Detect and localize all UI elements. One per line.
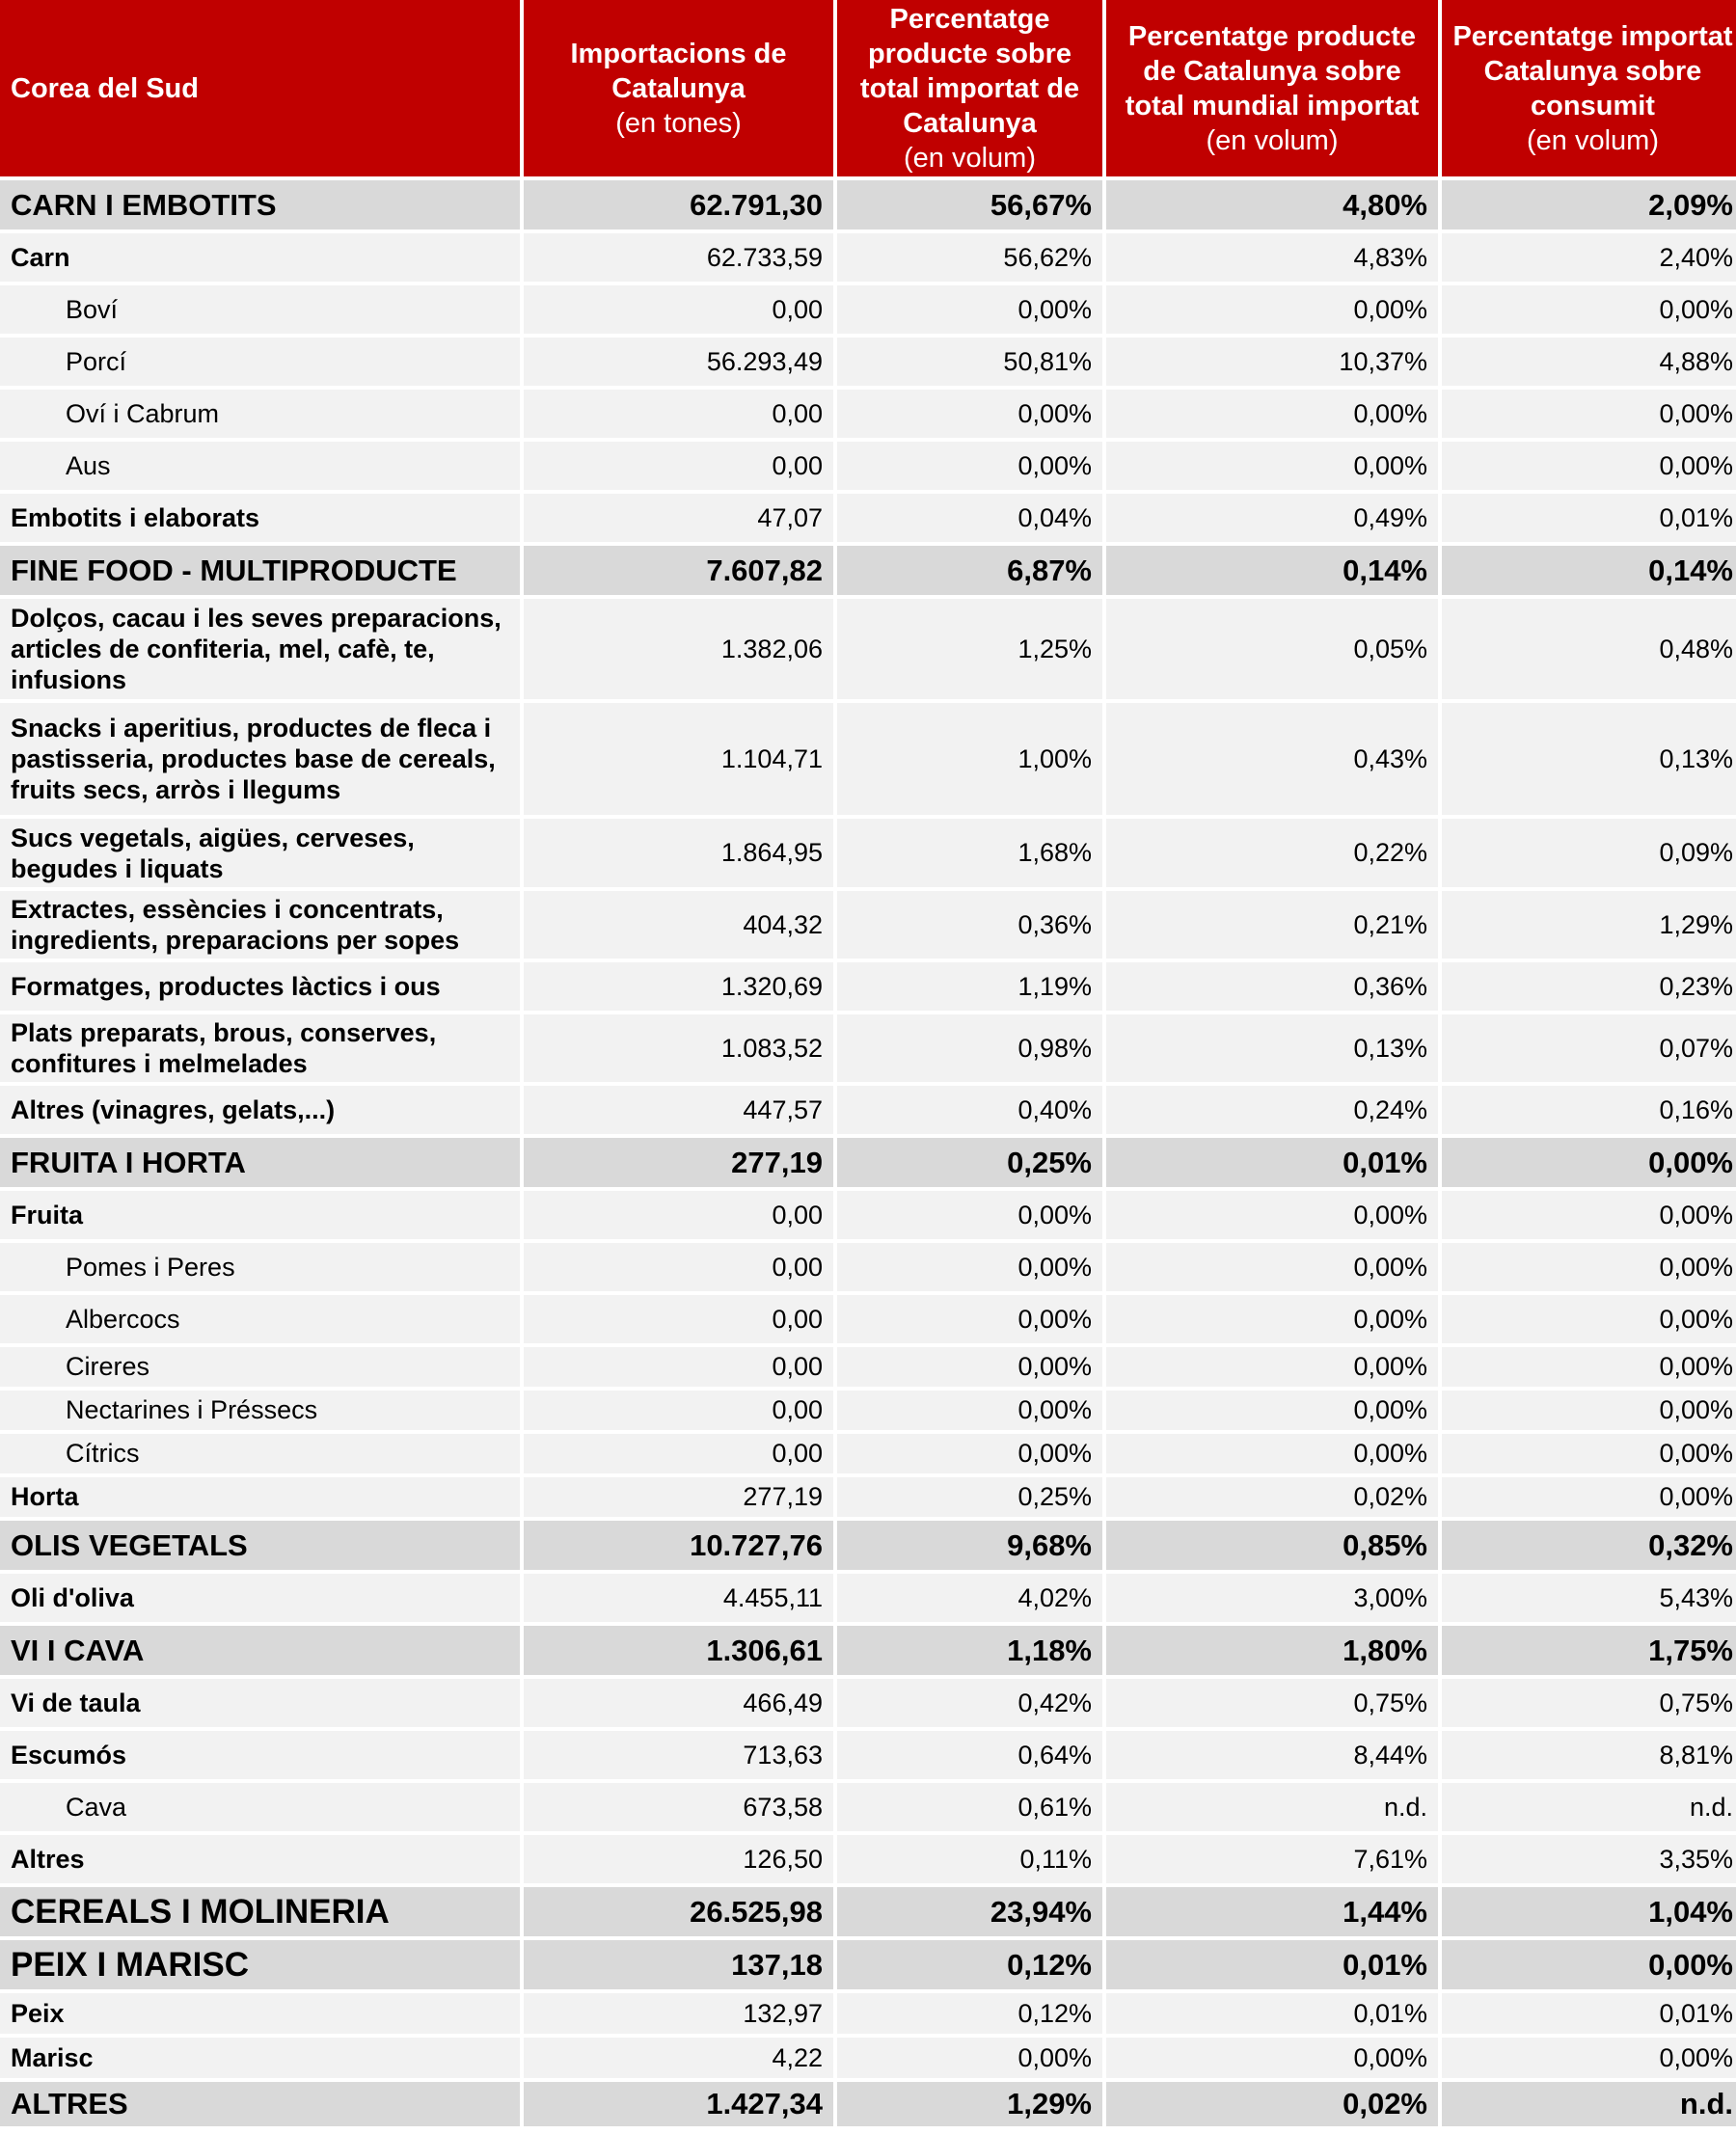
subcategory-row bbox=[0, 703, 1736, 815]
header-title: Percentatge importat Catalunya sobre consumit bbox=[1452, 20, 1733, 122]
share-of-consumption-cell: 0,00% bbox=[1442, 2038, 1736, 2078]
row-label: Sucs vegetals, aigües, cerveses, begudes i liquats bbox=[0, 819, 520, 887]
share-of-consumption-cell: 0,00% bbox=[1442, 1347, 1736, 1387]
share-of-total-cell: 0,00% bbox=[837, 1295, 1102, 1343]
share-of-total-cell: 0,11% bbox=[837, 1835, 1102, 1883]
header-share-of-world bbox=[1106, 0, 1438, 176]
share-of-world-cell: 0,00% bbox=[1106, 285, 1438, 334]
imports-tonnes-cell: 47,07 bbox=[524, 494, 833, 542]
share-of-total-cell: 6,87% bbox=[837, 546, 1102, 595]
share-of-consumption-cell: 1,04% bbox=[1442, 1887, 1736, 1936]
table-body bbox=[0, 180, 1736, 2126]
imports-tonnes-cell: 277,19 bbox=[524, 1477, 833, 1517]
share-of-world-cell: 4,83% bbox=[1106, 233, 1438, 282]
row-label: Oví i Cabrum bbox=[0, 390, 520, 438]
category-row bbox=[0, 1940, 1736, 1989]
subcategory-row bbox=[0, 819, 1736, 887]
share-of-world-cell: 0,00% bbox=[1106, 390, 1438, 438]
share-of-world-cell: 0,01% bbox=[1106, 1940, 1438, 1989]
share-of-total-cell: 1,29% bbox=[837, 2082, 1102, 2126]
share-of-world-cell: 0,49% bbox=[1106, 494, 1438, 542]
subcategory-row bbox=[0, 1835, 1736, 1883]
share-of-total-cell: 0,00% bbox=[837, 390, 1102, 438]
header-unit: (en volum) bbox=[1206, 124, 1339, 156]
share-of-world-cell: 0,85% bbox=[1106, 1521, 1438, 1570]
row-label: Escumós bbox=[0, 1731, 520, 1779]
share-of-total-cell: 0,12% bbox=[837, 1993, 1102, 2034]
imports-tonnes-cell: 1.306,61 bbox=[524, 1626, 833, 1675]
imports-tonnes-cell: 466,49 bbox=[524, 1679, 833, 1727]
share-of-world-cell: 8,44% bbox=[1106, 1731, 1438, 1779]
category-row bbox=[0, 1138, 1736, 1187]
share-of-consumption-cell: 0,01% bbox=[1442, 494, 1736, 542]
share-of-world-cell: 0,22% bbox=[1106, 819, 1438, 887]
subcategory-row bbox=[0, 1477, 1736, 1517]
share-of-total-cell: 0,00% bbox=[837, 1191, 1102, 1239]
share-of-total-cell: 23,94% bbox=[837, 1887, 1102, 1936]
category-row bbox=[0, 546, 1736, 595]
imports-tonnes-cell: 1.320,69 bbox=[524, 962, 833, 1011]
header-title: Importacions de Catalunya bbox=[570, 38, 787, 104]
share-of-total-cell: 0,00% bbox=[837, 1243, 1102, 1291]
share-of-world-cell: 0,00% bbox=[1106, 1295, 1438, 1343]
share-of-world-cell: 0,43% bbox=[1106, 703, 1438, 815]
share-of-consumption-cell: 0,00% bbox=[1442, 390, 1736, 438]
row-label: Plats preparats, brous, conserves, confitures i melmelades bbox=[0, 1014, 520, 1082]
category-row bbox=[0, 180, 1736, 230]
share-of-total-cell: 9,68% bbox=[837, 1521, 1102, 1570]
subcategory-row bbox=[0, 1086, 1736, 1134]
share-of-total-cell: 0,00% bbox=[837, 1347, 1102, 1387]
share-of-total-cell: 0,00% bbox=[837, 285, 1102, 334]
table-row bbox=[0, 338, 1736, 386]
table-row bbox=[0, 390, 1736, 438]
imports-tonnes-cell: 56.293,49 bbox=[524, 338, 833, 386]
share-of-consumption-cell: 0,01% bbox=[1442, 1993, 1736, 2034]
row-label: VI I CAVA bbox=[0, 1626, 520, 1675]
share-of-consumption-cell: 0,75% bbox=[1442, 1679, 1736, 1727]
share-of-world-cell: 0,00% bbox=[1106, 442, 1438, 490]
share-of-world-cell: 7,61% bbox=[1106, 1835, 1438, 1883]
category-row bbox=[0, 2082, 1736, 2126]
row-label: Porcí bbox=[0, 338, 520, 386]
header-unit: (en volum) bbox=[904, 142, 1036, 174]
imports-tonnes-cell: 10.727,76 bbox=[524, 1521, 833, 1570]
table-row bbox=[0, 1243, 1736, 1291]
share-of-total-cell: 56,62% bbox=[837, 233, 1102, 282]
row-label: Vi de taula bbox=[0, 1679, 520, 1727]
share-of-total-cell: 1,25% bbox=[837, 599, 1102, 699]
share-of-consumption-cell: 0,48% bbox=[1442, 599, 1736, 699]
table-row bbox=[0, 285, 1736, 334]
imports-tonnes-cell: 0,00 bbox=[524, 1434, 833, 1473]
share-of-world-cell: 0,00% bbox=[1106, 1347, 1438, 1387]
share-of-world-cell: 1,80% bbox=[1106, 1626, 1438, 1675]
imports-tonnes-cell: 4,22 bbox=[524, 2038, 833, 2078]
row-label: Altres (vinagres, gelats,...) bbox=[0, 1086, 520, 1134]
row-label: FRUITA I HORTA bbox=[0, 1138, 520, 1187]
subcategory-row bbox=[0, 599, 1736, 699]
share-of-total-cell: 0,00% bbox=[837, 442, 1102, 490]
imports-tonnes-cell: 0,00 bbox=[524, 1391, 833, 1430]
share-of-total-cell: 50,81% bbox=[837, 338, 1102, 386]
imports-tonnes-cell: 1.864,95 bbox=[524, 819, 833, 887]
row-label: Boví bbox=[0, 285, 520, 334]
imports-tonnes-cell: 404,32 bbox=[524, 891, 833, 959]
share-of-total-cell: 0,40% bbox=[837, 1086, 1102, 1134]
row-label: Cava bbox=[0, 1783, 520, 1831]
row-label: CEREALS I MOLINERIA bbox=[0, 1887, 520, 1936]
row-label: Snacks i aperitius, productes de fleca i pastisseria, productes base de cereals, fruits secs, arròs i llegums bbox=[0, 703, 520, 815]
share-of-world-cell: 0,14% bbox=[1106, 546, 1438, 595]
share-of-total-cell: 0,00% bbox=[837, 1391, 1102, 1430]
row-label: Cireres bbox=[0, 1347, 520, 1387]
imports-tonnes-cell: 0,00 bbox=[524, 442, 833, 490]
country-label: Corea del Sud bbox=[11, 72, 199, 104]
share-of-consumption-cell: 0,00% bbox=[1442, 1191, 1736, 1239]
share-of-total-cell: 0,42% bbox=[837, 1679, 1102, 1727]
row-label: Carn bbox=[0, 233, 520, 282]
imports-tonnes-cell: 1.382,06 bbox=[524, 599, 833, 699]
subcategory-row bbox=[0, 494, 1736, 542]
share-of-world-cell: 0,00% bbox=[1106, 1434, 1438, 1473]
share-of-consumption-cell: 0,09% bbox=[1442, 819, 1736, 887]
imports-tonnes-cell: 137,18 bbox=[524, 1940, 833, 1989]
share-of-total-cell: 0,25% bbox=[837, 1138, 1102, 1187]
share-of-world-cell: 0,05% bbox=[1106, 599, 1438, 699]
table-row bbox=[0, 442, 1736, 490]
share-of-world-cell: 4,80% bbox=[1106, 180, 1438, 230]
share-of-consumption-cell: 0,00% bbox=[1442, 1434, 1736, 1473]
row-label: Albercocs bbox=[0, 1295, 520, 1343]
share-of-world-cell: 3,00% bbox=[1106, 1574, 1438, 1622]
imports-tonnes-cell: 132,97 bbox=[524, 1993, 833, 2034]
header-share-of-consumption bbox=[1442, 0, 1736, 176]
imports-tonnes-cell: 0,00 bbox=[524, 1347, 833, 1387]
imports-tonnes-cell: 673,58 bbox=[524, 1783, 833, 1831]
share-of-world-cell: 0,00% bbox=[1106, 2038, 1438, 2078]
imports-tonnes-cell: 126,50 bbox=[524, 1835, 833, 1883]
row-label: Peix bbox=[0, 1993, 520, 2034]
imports-tonnes-cell: 0,00 bbox=[524, 1191, 833, 1239]
subcategory-row bbox=[0, 1679, 1736, 1727]
share-of-consumption-cell: 0,16% bbox=[1442, 1086, 1736, 1134]
imports-tonnes-cell: 1.083,52 bbox=[524, 1014, 833, 1082]
share-of-total-cell: 1,00% bbox=[837, 703, 1102, 815]
row-label: Embotits i elaborats bbox=[0, 494, 520, 542]
share-of-consumption-cell: 2,40% bbox=[1442, 233, 1736, 282]
share-of-consumption-cell: n.d. bbox=[1442, 1783, 1736, 1831]
imports-tonnes-cell: 447,57 bbox=[524, 1086, 833, 1134]
header-title: Percentatge producte sobre total importat de Catalunya bbox=[859, 3, 1080, 139]
share-of-world-cell: 0,01% bbox=[1106, 1993, 1438, 2034]
row-label: Altres bbox=[0, 1835, 520, 1883]
row-label: Dolços, cacau i les seves preparacions, articles de confiteria, mel, cafè, te, infusions bbox=[0, 599, 520, 699]
share-of-consumption-cell: 0,00% bbox=[1442, 1477, 1736, 1517]
category-row bbox=[0, 1521, 1736, 1570]
share-of-consumption-cell: 4,88% bbox=[1442, 338, 1736, 386]
share-of-consumption-cell: 0,32% bbox=[1442, 1521, 1736, 1570]
header-title: Percentatge producte de Catalunya sobre total mundial importat bbox=[1125, 20, 1420, 122]
share-of-total-cell: 0,61% bbox=[837, 1783, 1102, 1831]
header-unit: (en tones) bbox=[615, 107, 742, 139]
table-row bbox=[0, 1783, 1736, 1831]
share-of-world-cell: 0,24% bbox=[1106, 1086, 1438, 1134]
share-of-consumption-cell: 0,00% bbox=[1442, 442, 1736, 490]
table-row bbox=[0, 1434, 1736, 1473]
row-label: Horta bbox=[0, 1477, 520, 1517]
header-imports-tonnes bbox=[524, 0, 833, 176]
row-label: Pomes i Peres bbox=[0, 1243, 520, 1291]
imports-tonnes-cell: 1.104,71 bbox=[524, 703, 833, 815]
imports-tonnes-cell: 4.455,11 bbox=[524, 1574, 833, 1622]
share-of-consumption-cell: 0,13% bbox=[1442, 703, 1736, 815]
share-of-consumption-cell: 0,00% bbox=[1442, 1138, 1736, 1187]
row-label: Extractes, essències i concentrats, ingredients, preparacions per sopes bbox=[0, 891, 520, 959]
imports-tonnes-cell: 62.733,59 bbox=[524, 233, 833, 282]
table-row bbox=[0, 1295, 1736, 1343]
share-of-total-cell: 0,04% bbox=[837, 494, 1102, 542]
subcategory-row bbox=[0, 962, 1736, 1011]
share-of-world-cell: 1,44% bbox=[1106, 1887, 1438, 1936]
row-label: Aus bbox=[0, 442, 520, 490]
imports-tonnes-cell: 277,19 bbox=[524, 1138, 833, 1187]
share-of-consumption-cell: 3,35% bbox=[1442, 1835, 1736, 1883]
row-label: OLIS VEGETALS bbox=[0, 1521, 520, 1570]
subcategory-row bbox=[0, 1993, 1736, 2034]
share-of-consumption-cell: 8,81% bbox=[1442, 1731, 1736, 1779]
header-country bbox=[0, 0, 520, 176]
header-share-of-total bbox=[837, 0, 1102, 176]
share-of-consumption-cell: n.d. bbox=[1442, 2082, 1736, 2126]
table-row bbox=[0, 1391, 1736, 1430]
share-of-consumption-cell: 1,75% bbox=[1442, 1626, 1736, 1675]
share-of-total-cell: 0,64% bbox=[837, 1731, 1102, 1779]
imports-tonnes-cell: 0,00 bbox=[524, 1243, 833, 1291]
table-header bbox=[0, 0, 1736, 176]
share-of-total-cell: 0,00% bbox=[837, 1434, 1102, 1473]
share-of-total-cell: 1,68% bbox=[837, 819, 1102, 887]
share-of-world-cell: 0,75% bbox=[1106, 1679, 1438, 1727]
imports-tonnes-cell: 0,00 bbox=[524, 390, 833, 438]
subcategory-row bbox=[0, 1731, 1736, 1779]
share-of-consumption-cell: 0,00% bbox=[1442, 1391, 1736, 1430]
share-of-consumption-cell: 1,29% bbox=[1442, 891, 1736, 959]
subcategory-row bbox=[0, 1191, 1736, 1239]
share-of-consumption-cell: 0,14% bbox=[1442, 546, 1736, 595]
row-label: ALTRES bbox=[0, 2082, 520, 2126]
share-of-world-cell: 0,13% bbox=[1106, 1014, 1438, 1082]
imports-tonnes-cell: 26.525,98 bbox=[524, 1887, 833, 1936]
imports-tonnes-cell: 713,63 bbox=[524, 1731, 833, 1779]
share-of-world-cell: n.d. bbox=[1106, 1783, 1438, 1831]
share-of-consumption-cell: 0,07% bbox=[1442, 1014, 1736, 1082]
table-row bbox=[0, 1347, 1736, 1387]
row-label: CARN I EMBOTITS bbox=[0, 180, 520, 230]
share-of-world-cell: 0,02% bbox=[1106, 1477, 1438, 1517]
share-of-total-cell: 1,18% bbox=[837, 1626, 1102, 1675]
share-of-consumption-cell: 5,43% bbox=[1442, 1574, 1736, 1622]
share-of-total-cell: 56,67% bbox=[837, 180, 1102, 230]
imports-tonnes-cell: 0,00 bbox=[524, 1295, 833, 1343]
share-of-consumption-cell: 0,00% bbox=[1442, 1940, 1736, 1989]
imports-tonnes-cell: 7.607,82 bbox=[524, 546, 833, 595]
row-label: FINE FOOD - MULTIPRODUCTE bbox=[0, 546, 520, 595]
subcategory-row bbox=[0, 1574, 1736, 1622]
share-of-world-cell: 0,00% bbox=[1106, 1391, 1438, 1430]
share-of-world-cell: 0,00% bbox=[1106, 1191, 1438, 1239]
imports-tonnes-cell: 0,00 bbox=[524, 285, 833, 334]
subcategory-row bbox=[0, 1014, 1736, 1082]
row-label: Oli d'oliva bbox=[0, 1574, 520, 1622]
subcategory-row bbox=[0, 233, 1736, 282]
imports-tonnes-cell: 62.791,30 bbox=[524, 180, 833, 230]
row-label: Cítrics bbox=[0, 1434, 520, 1473]
subcategory-row bbox=[0, 2038, 1736, 2078]
share-of-total-cell: 0,12% bbox=[837, 1940, 1102, 1989]
category-row bbox=[0, 1626, 1736, 1675]
share-of-consumption-cell: 0,00% bbox=[1442, 1295, 1736, 1343]
subcategory-row bbox=[0, 891, 1736, 959]
share-of-world-cell: 0,36% bbox=[1106, 962, 1438, 1011]
share-of-total-cell: 4,02% bbox=[837, 1574, 1102, 1622]
row-label: Fruita bbox=[0, 1191, 520, 1239]
share-of-consumption-cell: 0,23% bbox=[1442, 962, 1736, 1011]
row-label: Nectarines i Préssecs bbox=[0, 1391, 520, 1430]
imports-tonnes-cell: 1.427,34 bbox=[524, 2082, 833, 2126]
header-unit: (en volum) bbox=[1527, 124, 1659, 156]
share-of-world-cell: 0,02% bbox=[1106, 2082, 1438, 2126]
share-of-world-cell: 0,00% bbox=[1106, 1243, 1438, 1291]
share-of-total-cell: 0,25% bbox=[837, 1477, 1102, 1517]
row-label: Formatges, productes làctics i ous bbox=[0, 962, 520, 1011]
share-of-consumption-cell: 2,09% bbox=[1442, 180, 1736, 230]
share-of-world-cell: 10,37% bbox=[1106, 338, 1438, 386]
share-of-total-cell: 0,00% bbox=[837, 2038, 1102, 2078]
share-of-total-cell: 0,36% bbox=[837, 891, 1102, 959]
row-label: PEIX I MARISC bbox=[0, 1940, 520, 1989]
share-of-total-cell: 0,98% bbox=[837, 1014, 1102, 1082]
share-of-world-cell: 0,01% bbox=[1106, 1138, 1438, 1187]
share-of-world-cell: 0,21% bbox=[1106, 891, 1438, 959]
share-of-total-cell: 1,19% bbox=[837, 962, 1102, 1011]
category-row bbox=[0, 1887, 1736, 1936]
row-label: Marisc bbox=[0, 2038, 520, 2078]
share-of-consumption-cell: 0,00% bbox=[1442, 1243, 1736, 1291]
header-row bbox=[0, 0, 1736, 176]
share-of-consumption-cell: 0,00% bbox=[1442, 285, 1736, 334]
